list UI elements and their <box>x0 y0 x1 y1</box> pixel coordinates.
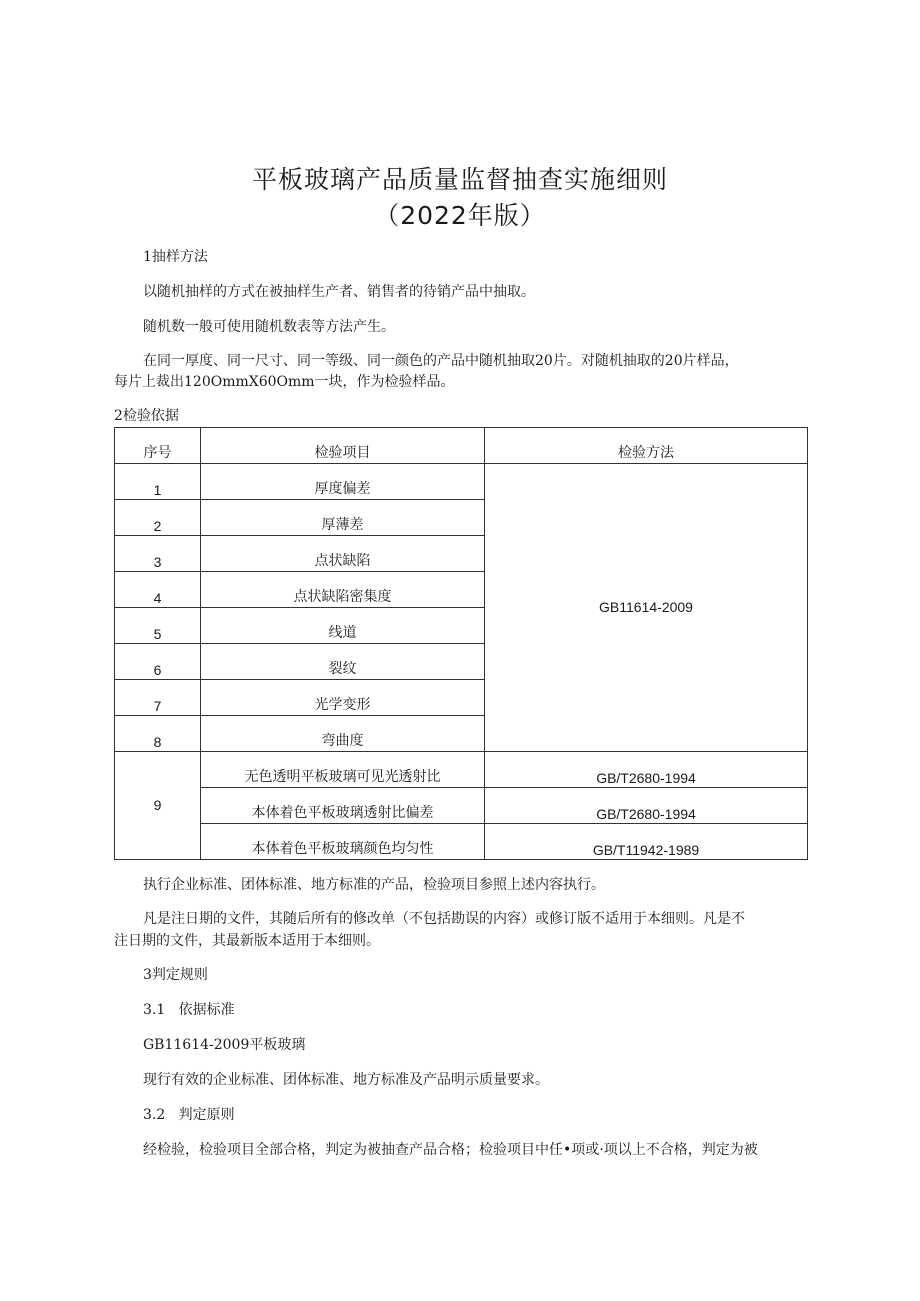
sampling-paragraph-3a: 在同一厚度、同一尺寸、同一等级、同一颜色的产品中随机抽取20片。对随机抽取的20片样品， <box>143 353 739 369</box>
row-no: 2 <box>115 500 201 536</box>
document-edition: （2022年版） <box>374 201 546 230</box>
sampling-paragraph-3b: 每片上裁出120OmmX60Omm一块，作为检验样品。 <box>114 374 455 390</box>
row-item: 本体着色平板玻璃颜色均匀性 <box>201 824 485 860</box>
table-row <box>115 752 808 788</box>
section-2-heading: 2检验依据 <box>114 408 179 424</box>
row-no: 6 <box>115 644 201 680</box>
row-item: 点状缺陷 <box>201 536 485 572</box>
row-item: 厚度偏差 <box>201 464 485 500</box>
table-header-row <box>115 428 808 464</box>
inspection-table <box>114 427 808 860</box>
table-row <box>115 788 808 824</box>
judgment-principle: 经检验，检验项目全部合格，判定为被抽查产品合格；检验项目中任•项或·项以上不合格，判定为被 <box>143 1142 758 1158</box>
sampling-paragraph-1: 以随机抽样的方式在被抽样生产者、销售者的待销产品中抽取。 <box>143 284 535 300</box>
row-item: 光学变形 <box>201 680 485 716</box>
row-item: 本体着色平板玻璃透射比偏差 <box>201 788 485 824</box>
header-no: 序号 <box>115 428 201 464</box>
row-no: 1 <box>115 464 201 500</box>
row-no: 5 <box>115 608 201 644</box>
section-1-heading: 1抽样方法 <box>143 249 208 265</box>
note-paragraph-2a: 凡是注日期的文件，其随后所有的修改单（不包括勘误的内容）或修订版不适用于本细则。凡是不 <box>143 911 745 927</box>
header-item: 检验项目 <box>201 428 485 464</box>
row-method: GB/T11942-1989 <box>485 824 808 860</box>
table-row <box>115 464 808 500</box>
row-no: 9 <box>115 752 201 860</box>
row-no: 8 <box>115 716 201 752</box>
note-paragraph-1: 执行企业标准、团体标准、地方标准的产品，检验项目参照上述内容执行。 <box>143 877 605 893</box>
row-method: GB/T2680-1994 <box>485 752 808 788</box>
row-no: 4 <box>115 572 201 608</box>
standard-reference: GB11614-2009平板玻璃 <box>143 1037 306 1053</box>
note-paragraph-2b: 注日期的文件，其最新版本适用于本细则。 <box>114 933 380 949</box>
row-no: 7 <box>115 680 201 716</box>
header-method: 检验方法 <box>485 428 808 464</box>
standard-requirements: 现行有效的企业标准、团体标准、地方标准及产品明示质量要求。 <box>143 1072 549 1088</box>
row-no: 3 <box>115 536 201 572</box>
row-item: 线道 <box>201 608 485 644</box>
row-item: 弯曲度 <box>201 716 485 752</box>
section-3-heading: 3判定规则 <box>143 967 208 983</box>
section-3-2-heading: 3.2 判定原则 <box>143 1107 235 1123</box>
row-item: 无色透明平板玻璃可见光透射比 <box>201 752 485 788</box>
section-3-1-heading: 3.1 依据标准 <box>143 1002 235 1018</box>
sampling-paragraph-2: 随机数一般可使用随机数表等方法产生。 <box>143 319 395 335</box>
row-item: 厚薄差 <box>201 500 485 536</box>
table-row <box>115 824 808 860</box>
row-item: 点状缺陷密集度 <box>201 572 485 608</box>
group-standard: GB11614-2009 <box>485 464 808 752</box>
row-item: 裂纹 <box>201 644 485 680</box>
row-method: GB/T2680-1994 <box>485 788 808 824</box>
document-title: 平板玻璃产品质量监督抽查实施细则 <box>251 165 668 194</box>
